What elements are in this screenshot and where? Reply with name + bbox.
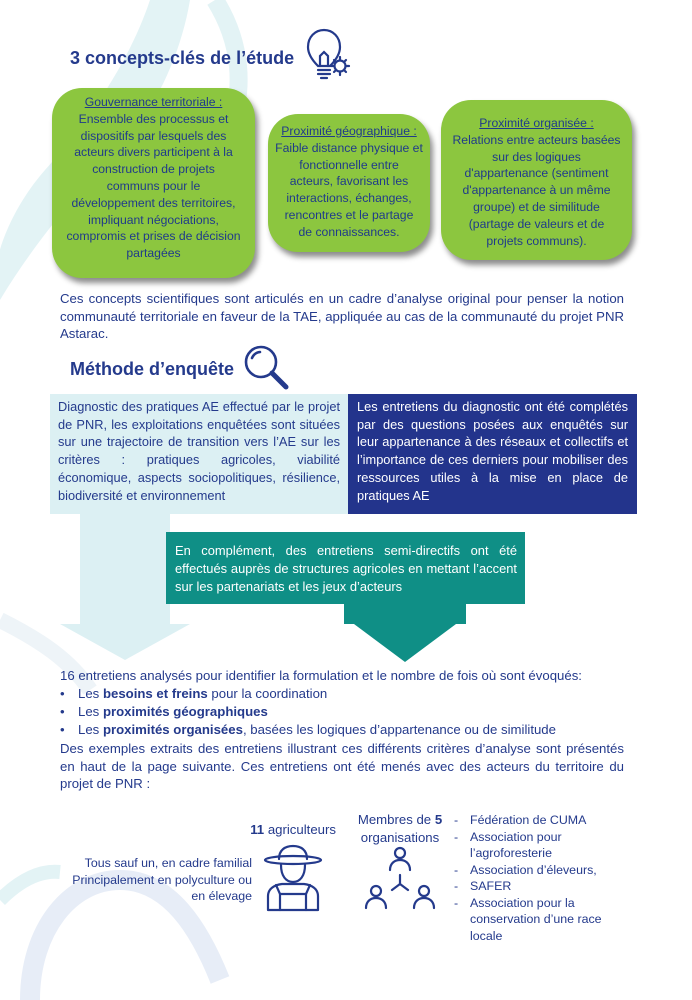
farmers-description: Tous sauf un, en cadre familial Principalement en polyculture ou en élevage [72,856,252,903]
list-item: - Association pour l’agroforesterie [454,829,562,860]
farmers-heading [236,822,336,837]
concept-bubble-gouvernance [52,88,255,278]
concept-line: acteurs divers participent à la [74,145,233,160]
concept-line: interactions, échanges, [286,191,412,206]
criteria-list [56,685,636,740]
concept-line: groupe) et de similitude [473,199,600,214]
concept-line: développement des territoires, [71,195,236,210]
concept-line: impliquant négociations, [88,212,219,227]
orgs-heading [352,811,448,847]
lightbulb-gear-icon [300,26,352,84]
orgs-list [454,812,624,944]
list-item: - Association pour la conservation d’une race locale [454,895,602,943]
analyse-intro: 16 entretiens analysés pour identifier la formulation et le nombre de fois où sont évoqués: [60,668,582,683]
concepts-summary: Ces concepts scientifiques sont articulés en un cadre d’analyse original pour penser la notion communauté territoriale en faveur de la TAE, appliquée au cas de la communauté du projet PNR Astarac. [60,291,624,341]
entretiens-box: Les entretiens du diagnostic ont été complétés par des questions posées aux enquêtés sur leur appartenance à des réseaux et collectifs et l’importance de ces derniers pour mobiliser des ressources utiles à la mise en place de pratiques AE [348,394,637,514]
list-item: - Association d’éleveurs, [454,862,597,877]
concepts-title: 3 concepts-clés de l’étude [70,48,295,68]
concept-line: de connaissances. [298,224,400,239]
concept-heading: Proximité organisée : [479,116,594,130]
concept-line: (partage de valeurs et de [468,216,605,231]
concept-bubble-proximite-geographique [268,114,430,252]
concept-line: acteurs, favorisant les [289,174,409,189]
list-item: • Les besoins et freins pour la coordination [56,685,636,703]
concept-line: compromis et prises de décision [66,229,241,244]
orgs-pre: Membres de [357,812,435,827]
farmers-label: agriculteurs [264,822,336,837]
concept-line: Faible distance physique et [275,140,423,155]
complement-box: En complément, des entretiens semi-directifs ont été effectués auprès de structures agricoles en mettant l’accent sur les partenariats et les jeux d’acteurs [175,543,517,594]
methode-title: Méthode d’enquête [70,359,235,379]
farmers-count: 11 [250,822,265,837]
concept-line: projets communs). [486,233,587,248]
concept-line: dispositifs par lesquels des [80,128,227,143]
concept-line: Ensemble des processus et [78,111,229,126]
magnifier-icon [240,342,292,392]
list-item: • Les proximités géographiques [56,703,636,721]
concept-line: Relations entre acteurs basées [452,132,621,147]
concept-heading: Gouvernance territoriale : [84,95,223,109]
concept-line: rencontres et le partage [284,207,414,222]
concept-line: fonctionnelle entre [299,157,399,172]
concept-line: sur des logiques [492,149,581,164]
diagnostic-box: Diagnostic des pratiques AE effectué par le projet de PNR, les exploitations enquêtées sont situées sur une trajectoire de transition vers l’AE sur les critères : pratiques agricoles, viabilité économique, aspects sociopolitiques, résilience, biodiversité et environnement [58,399,340,503]
list-item: - Fédération de CUMA [454,813,587,827]
concept-line: construction de projets [92,162,215,177]
concept-line: partagées [126,246,181,261]
people-network-icon [364,846,436,914]
concept-heading: Proximité géographique : [281,124,417,138]
list-item: - SAFER [454,879,512,893]
concept-line: d'appartenance à un même [462,183,611,198]
orgs-label: organisations [360,830,440,845]
orgs-count: 5 [434,812,443,827]
analyse-closing: Des exemples extraits des entretiens illustrant ces différents critères d’analyse sont présentés en haut de la page suivante. Ces entretiens ont été menés avec des acteurs du territoire du projet de PNR : [60,741,624,791]
concept-line: communs pour le [106,178,201,193]
concept-line: d'appartenance (sentiment [464,166,609,181]
list-item: • Les proximités organisées, basées les logiques d’appartenance ou de similitude [56,721,636,739]
concept-bubble-proximite-organisee [441,100,632,260]
farmer-icon [262,844,324,912]
